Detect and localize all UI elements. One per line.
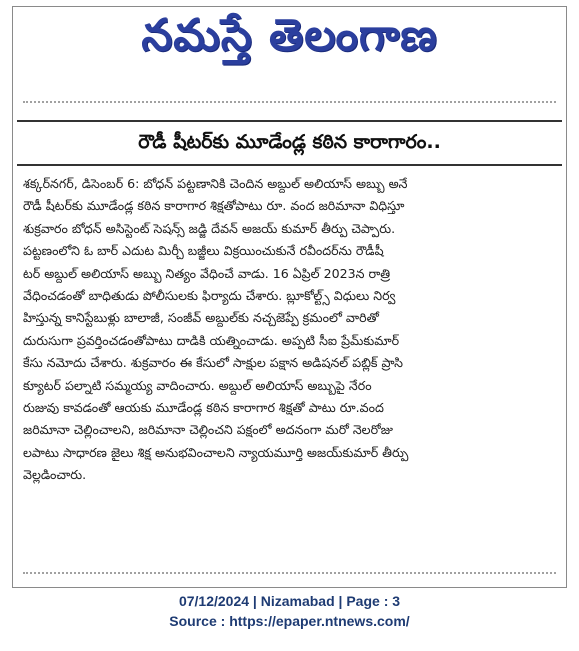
article-line: దురుసుగా ప్రవర్తించడంతోపాటు దాడికి యత్నించాడు. అప్పటి సీఐ ప్రేమ్‌కుమార్	[23, 332, 400, 348]
article-line: క్యూటర్ పల్నాటి సమ్మయ్య వాదించారు. అబ్దుల్ అలియాస్ అబ్బుపై నేరం	[23, 377, 372, 393]
headline-rule-bottom	[17, 164, 562, 166]
article-line: కేసు నమోదు చేశారు. శుక్రవారం ఈ కేసులో సాక్షుల పక్షాన అడిషనల్ పబ్లిక్ ప్రాసి	[23, 355, 403, 371]
article-line: రుజువు కావడంతో ఆయకు మూడేండ్ల కఠిన కారాగార శిక్షతో పాటు రూ.వంద	[23, 400, 384, 416]
article-line: హిస్తున్న కానిస్టేబుళ్లు బాలాజీ, సంజీవ్ అబ్దుల్‌కు నచ్చజెప్పే క్రమంలో వారితో	[23, 310, 379, 326]
headline-rule-top	[17, 120, 562, 122]
article-headline: రౌడీ షీటర్‌కు మూడేండ్ల కఠిన కారాగారం..	[138, 130, 441, 153]
cut-line-bottom	[23, 572, 556, 582]
cut-line-top	[23, 101, 556, 111]
article-line: లపాటు సాధారణ జైలు శిక్ష అనుభవించాలని న్యాయమూర్తి అజయ్‌కుమార్ తీర్పు	[23, 444, 409, 460]
article-line: శుక్రవారం బోధన్ అసిస్టెంట్ సెషన్స్ జడ్జి దేవన్ అజయ్ కుమార్ తీర్పు చెప్పారు.	[23, 220, 396, 236]
article-line: వేధించడంతో బాధితుడు పోలీసులకు ఫిర్యాదు చేశారు. బ్లూకోల్ట్స్ విధులు నిర్వ	[23, 288, 396, 304]
newspaper-clipping	[12, 6, 567, 588]
article-line: శక్కర్‌నగర్, డిసెంబర్ 6: బోధన్ పట్టణానికి చెందిన అబ్దుల్ అలియాస్ అబ్బు అనే	[23, 176, 408, 191]
masthead-logo: నమస్తే తెలంగాణ	[141, 10, 438, 61]
article-line: జరిమానా చెల్లించాలని, జరిమానా చెల్లించని పక్షంలో అదనంగా మరో నెలరోజు	[23, 422, 393, 438]
article-body	[23, 173, 556, 487]
footer-dateline: 07/12/2024 | Nizamabad | Page : 3	[178, 593, 401, 609]
article-line: టర్ అబ్దుల్ అలియాస్ అబ్బు నిత్యం వేధించే వాడు. 16 ఏప్రిల్ 2023న రాత్రి	[23, 265, 391, 281]
article-line: వెల్లడించారు.	[23, 467, 87, 483]
article-line: పట్టణంలోని ఓ బార్ ఎదుట మిర్చీ బజ్జీలు విక్రయించుకునే రవీందర్‌ను రౌడీషీ	[23, 243, 384, 259]
footer-source: Source : https://epaper.ntnews.com/	[169, 613, 410, 629]
footer	[0, 591, 579, 631]
article-line: రౌడీ షీటర్‌కు మూడేండ్ల కఠిన కారాగార శిక్షతోపాటు రూ. వంద జరిమానా విధిస్తూ	[23, 198, 405, 214]
